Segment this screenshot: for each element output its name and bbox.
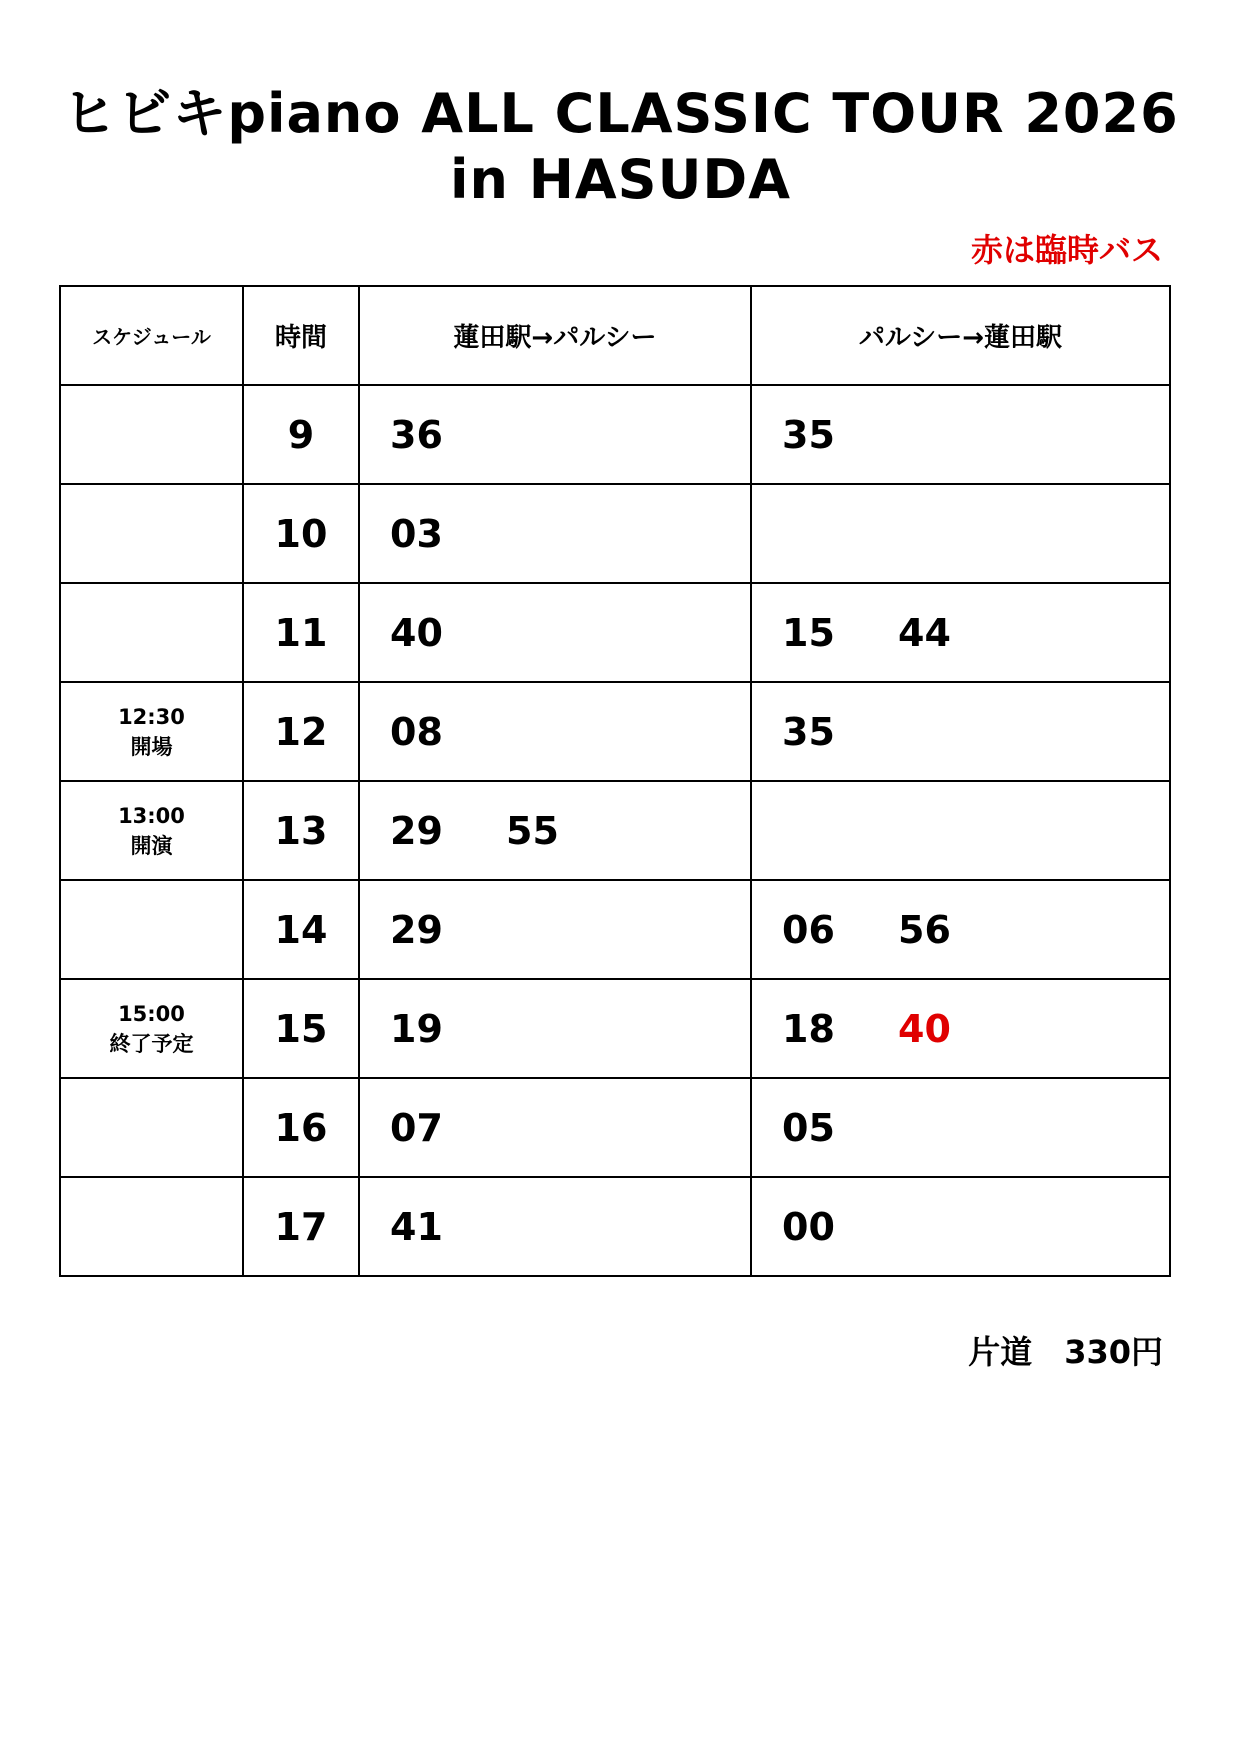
to-venue-minutes [359,385,751,484]
hour-cell: 17 [243,1177,359,1276]
header-schedule: スケジュール [60,286,243,385]
to-venue-minutes [359,682,751,781]
table-row [60,880,1170,979]
to-station-minutes [751,781,1170,880]
schedule-event: 開場 [130,734,173,759]
departure-minute: 40 [390,610,443,655]
departure-minute: 00 [782,1204,835,1249]
hour-cell: 16 [243,1078,359,1177]
to-station-minutes [751,1078,1170,1177]
hour-cell: 10 [243,484,359,583]
to-venue-minutes [359,1078,751,1177]
timetable-body [60,385,1170,1276]
to-station-minutes [751,880,1170,979]
hour-cell: 9 [243,385,359,484]
to-station-minutes [751,682,1170,781]
table-row [60,583,1170,682]
departure-minute: 29 [390,808,443,853]
schedule-time: 15:00 [118,1001,185,1026]
schedule-cell [60,880,243,979]
schedule-event: 終了予定 [109,1031,194,1056]
table-row [60,1177,1170,1276]
to-venue-minutes [359,781,751,880]
departure-minute: 06 [782,907,835,952]
to-station-minutes [751,583,1170,682]
table-row [60,385,1170,484]
to-station-minutes [751,979,1170,1078]
schedule-time: 12:30 [118,704,185,729]
departure-minute: 19 [390,1006,443,1051]
header-to-venue: 蓮田駅→パルシー [359,286,751,385]
page-subtitle: in HASUDA [449,148,792,211]
header-hour: 時間 [243,286,359,385]
schedule-cell [60,1177,243,1276]
to-venue-minutes [359,1177,751,1276]
departure-minute: 36 [390,412,443,457]
to-venue-minutes [359,484,751,583]
departure-minute: 15 [782,610,835,655]
page-title: ヒビキpiano ALL CLASSIC TOUR 2026 [62,82,1179,145]
to-venue-minutes [359,880,751,979]
departure-minute: 35 [782,709,835,754]
hour-cell: 15 [243,979,359,1078]
to-station-minutes [751,385,1170,484]
hour-cell: 12 [243,682,359,781]
to-station-minutes [751,1177,1170,1276]
hour-cell: 13 [243,781,359,880]
schedule-event: 開演 [130,833,173,858]
departure-minute: 55 [506,808,559,853]
departure-minute: 35 [782,412,835,457]
schedule-cell [60,979,243,1078]
schedule-cell [60,385,243,484]
to-venue-minutes [359,979,751,1078]
schedule-cell [60,583,243,682]
departure-minute: 29 [390,907,443,952]
schedule-cell [60,1078,243,1177]
departure-minute: 44 [898,610,951,655]
table-row [60,682,1170,781]
departure-minute: 56 [898,907,951,952]
table-row [60,979,1170,1078]
departure-minute: 18 [782,1006,835,1051]
table-row [60,781,1170,880]
hour-cell: 14 [243,880,359,979]
departure-minute: 03 [390,511,443,556]
departure-minute: 40 [898,1006,951,1051]
table-row [60,1078,1170,1177]
to-station-minutes [751,484,1170,583]
fare-label: 片道 330円 [968,1333,1163,1371]
departure-minute: 05 [782,1105,835,1150]
to-venue-minutes [359,583,751,682]
table-row [60,484,1170,583]
temporary-bus-note: 赤は臨時バス [970,231,1163,269]
header-to-station: パルシー→蓮田駅 [751,286,1170,385]
departure-minute: 07 [390,1105,443,1150]
schedule-cell [60,484,243,583]
schedule-time: 13:00 [118,803,185,828]
bus-timetable [59,285,1171,1277]
timetable-header-row [60,286,1170,385]
schedule-cell [60,682,243,781]
departure-minute: 08 [390,709,443,754]
schedule-cell [60,781,243,880]
departure-minute: 41 [390,1204,443,1249]
hour-cell: 11 [243,583,359,682]
